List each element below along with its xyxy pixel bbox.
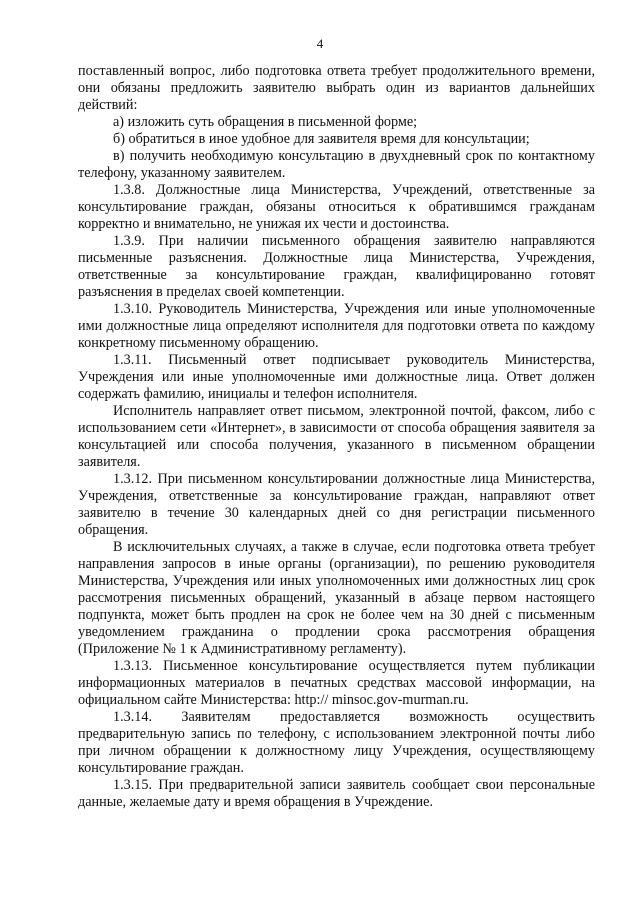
paragraph: В исключительных случаях, а также в случае, если подготовка ответа требует направления запросов в иные органы (организации), по решению руководителя Министерства, Учреждения или иных уполномоченных ими должностных лиц срок рассмотрения письменных обращений, указанный в абзаце первом настоящего подпункта, может быть продлен на срок не более чем на 30 дней с письменным уведомлением гражданина о продлении срока рассмотрения обращения (Приложение № 1 к Административному регламенту). bbox=[78, 539, 595, 657]
paragraph: 1.3.14. Заявителям предоставляется возможность осуществить предварительную запись по телефону, с использованием электронной почты либо при личном обращении к должностному лицу Учреждения, осуществляющему консультирование граждан. bbox=[78, 709, 595, 776]
paragraph: б) обратиться в иное удобное для заявителя время для консультации; bbox=[113, 131, 530, 147]
paragraph: 1.3.13. Письменное консультирование осуществляется путем публикации информационных материалов в печатных средствах массовой информации, на официальном сайте Министерства: http:// minsoc.gov-murman.ru. bbox=[78, 658, 595, 708]
paragraph: 1.3.8. Должностные лица Министерства, Учреждений, ответственные за консультирование граждан, обязаны относиться к обратившимся гражданам корректно и внимательно, не унижая их чести и достоинства. bbox=[78, 182, 595, 232]
document-body bbox=[78, 63, 595, 811]
paragraph: Исполнитель направляет ответ письмом, электронной почтой, факсом, либо с использованием сети «Интернет», в зависимости от способа обращения заявителя за консультацией или способа получения, указанного в письменном обращении заявителя. bbox=[78, 403, 595, 470]
paragraph: 1.3.11. Письменный ответ подписывает руководитель Министерства, Учреждения или иные уполномоченные ими должностные лица. Ответ должен содержать фамилию, инициалы и телефон исполнителя. bbox=[78, 352, 595, 402]
paragraph: 1.3.15. При предварительной записи заявитель сообщает свои персональные данные, желаемые дату и время обращения в Учреждение. bbox=[78, 777, 595, 810]
paragraph: в) получить необходимую консультацию в двухдневный срок по контактному телефону, указанному заявителем. bbox=[78, 148, 595, 181]
paragraph: поставленный вопрос, либо подготовка ответа требует продолжительного времени, они обязаны предложить заявителю выбрать один из вариантов дальнейших действий: bbox=[78, 63, 595, 113]
paragraph: 1.3.12. При письменном консультировании должностные лица Министерства, Учреждения, ответственные за консультирование граждан, направляют ответ заявителю в течение 30 календарных дней со дня регистрации письменного обращения. bbox=[78, 471, 595, 538]
paragraph: а) изложить суть обращения в письменной форме; bbox=[113, 114, 418, 130]
paragraph: 1.3.9. При наличии письменного обращения заявителю направляются письменные разъяснения. Должностные лица Министерства, Учреждения, ответственные за консультирование граждан, квалифицированно готовят разъяснения в пределах своей компетенции. bbox=[78, 233, 595, 300]
paragraph: 1.3.10. Руководитель Министерства, Учреждения или иные уполномоченные ими должностные лица определяют исполнителя для подготовки ответа по каждому конкретному письменному обращению. bbox=[78, 301, 595, 351]
page-number: 4 bbox=[316, 36, 324, 51]
